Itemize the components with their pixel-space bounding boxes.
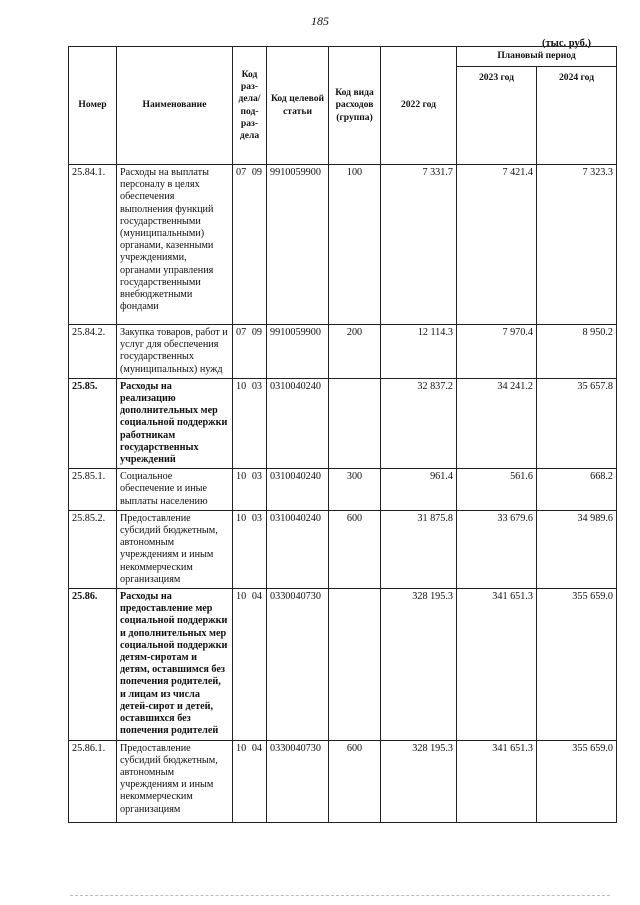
row-section-code: [233, 740, 267, 822]
header-planned-period: Плановый период: [457, 47, 617, 67]
row-subsection: 04: [251, 742, 262, 754]
row-section: 10: [236, 742, 247, 754]
row-value-2024: 34 989.6: [537, 510, 617, 588]
row-expense-code: 100: [329, 165, 381, 325]
row-value-2022: 31 875.8: [381, 510, 457, 588]
row-name: Закупка товаров, работ и услуг для обеспечения государственных (муниципальных) нужд: [117, 325, 233, 379]
row-value-2023: 341 651.3: [457, 740, 537, 822]
row-expense-code: 600: [329, 740, 381, 822]
row-value-2024: 668.2: [537, 469, 617, 511]
row-name: Предоставление субсидий бюджетным, автономным учреждениям и иным некоммерческим организациям: [117, 510, 233, 588]
header-year-2022: 2022 год: [381, 47, 457, 165]
header-section-code: Код раз-дела/ под-раз-дела: [233, 47, 267, 165]
row-target-code: 0310040240: [267, 469, 329, 511]
row-number: 25.85.2.: [69, 510, 117, 588]
row-value-2023: 34 241.2: [457, 378, 537, 468]
row-value-2024: 8 950.2: [537, 325, 617, 379]
header-year-2023: 2023 год: [457, 67, 537, 165]
row-target-code: 0310040240: [267, 510, 329, 588]
row-expense-code: [329, 589, 381, 740]
row-number: 25.84.2.: [69, 325, 117, 379]
table-row: [69, 589, 617, 740]
row-value-2022: 7 331.7: [381, 165, 457, 325]
row-subsection: 04: [251, 591, 262, 603]
row-section-code: [233, 378, 267, 468]
row-section: 10: [236, 512, 247, 524]
row-section: 07: [236, 167, 247, 178]
row-expense-code: 300: [329, 469, 381, 511]
row-value-2023: 561.6: [457, 469, 537, 511]
row-value-2022: 12 114.3: [381, 325, 457, 379]
row-value-2023: 33 679.6: [457, 510, 537, 588]
page-number: 185: [311, 14, 329, 28]
row-section: 10: [236, 380, 247, 392]
row-number: 25.86.: [69, 589, 117, 740]
row-section-code: [233, 589, 267, 740]
footer-divider: [70, 895, 610, 896]
table-row: [69, 325, 617, 379]
row-subsection: 03: [251, 512, 262, 524]
row-target-code: 9910059900: [267, 165, 329, 325]
row-number: 25.86.1.: [69, 740, 117, 822]
row-target-code: 0330040730: [267, 589, 329, 740]
table-row: [69, 378, 617, 468]
row-name: Расходы на предоставление мер социальной поддержки и дополнительных мер социальной поддержки детям-сиротам и детям, оставшимся без попечения родителей, и лицам из числа детей-сирот и детей, оставшихся без попечения родителей: [117, 589, 233, 740]
header-row-top: [69, 47, 617, 67]
row-value-2023: 7 970.4: [457, 325, 537, 379]
row-subsection: 03: [251, 380, 262, 392]
table-row: [69, 469, 617, 511]
row-value-2024: 7 323.3: [537, 165, 617, 325]
row-section-code: [233, 469, 267, 511]
row-subsection: 09: [251, 327, 262, 338]
row-number: 25.85.1.: [69, 469, 117, 511]
row-section-code: [233, 510, 267, 588]
row-target-code: 9910059900: [267, 325, 329, 379]
row-expense-code: 600: [329, 510, 381, 588]
row-value-2022: 961.4: [381, 469, 457, 511]
header-number: Номер: [69, 47, 117, 165]
row-section: 07: [236, 327, 247, 338]
row-value-2024: 355 659.0: [537, 740, 617, 822]
header-name: Наименование: [117, 47, 233, 165]
row-value-2022: 328 195.3: [381, 740, 457, 822]
row-value-2024: 35 657.8: [537, 378, 617, 468]
units-label: (тыс. руб.): [542, 38, 591, 49]
table-row: [69, 165, 617, 325]
row-name: Социальное обеспечение и иные выплаты населению: [117, 469, 233, 511]
row-section-code: [233, 165, 267, 325]
row-section-code: [233, 325, 267, 379]
row-section: 10: [236, 471, 247, 483]
row-expense-code: [329, 378, 381, 468]
row-number: 25.84.1.: [69, 165, 117, 325]
header-target-code: Код целевой статьи: [267, 47, 329, 165]
row-value-2023: 341 651.3: [457, 589, 537, 740]
table-row: [69, 510, 617, 588]
row-expense-code: 200: [329, 325, 381, 379]
row-value-2022: 328 195.3: [381, 589, 457, 740]
row-value-2024: 355 659.0: [537, 589, 617, 740]
row-value-2023: 7 421.4: [457, 165, 537, 325]
row-value-2022: 32 837.2: [381, 378, 457, 468]
row-target-code: 0330040730: [267, 740, 329, 822]
header-year-2024: 2024 год: [537, 67, 617, 165]
row-name: Расходы на выплаты персоналу в целях обеспечения выполнения функций государственными (муниципальными) органами, казенными учреждениями, органами управления государственными внебюджетными фондами: [117, 165, 233, 325]
row-name: Предоставление субсидий бюджетным, автономным учреждениям и иным некоммерческим организациям: [117, 740, 233, 822]
row-number: 25.85.: [69, 378, 117, 468]
row-name: Расходы на реализацию дополнительных мер социальной поддержки работникам государственных учреждений: [117, 378, 233, 468]
row-target-code: 0310040240: [267, 378, 329, 468]
row-section: 10: [236, 591, 247, 603]
header-expense-code: Код вида расходов (группа): [329, 47, 381, 165]
row-subsection: 09: [251, 167, 262, 178]
table-body: [69, 165, 617, 823]
row-subsection: 03: [251, 471, 262, 483]
table-row: [69, 740, 617, 822]
budget-table: [68, 46, 617, 823]
